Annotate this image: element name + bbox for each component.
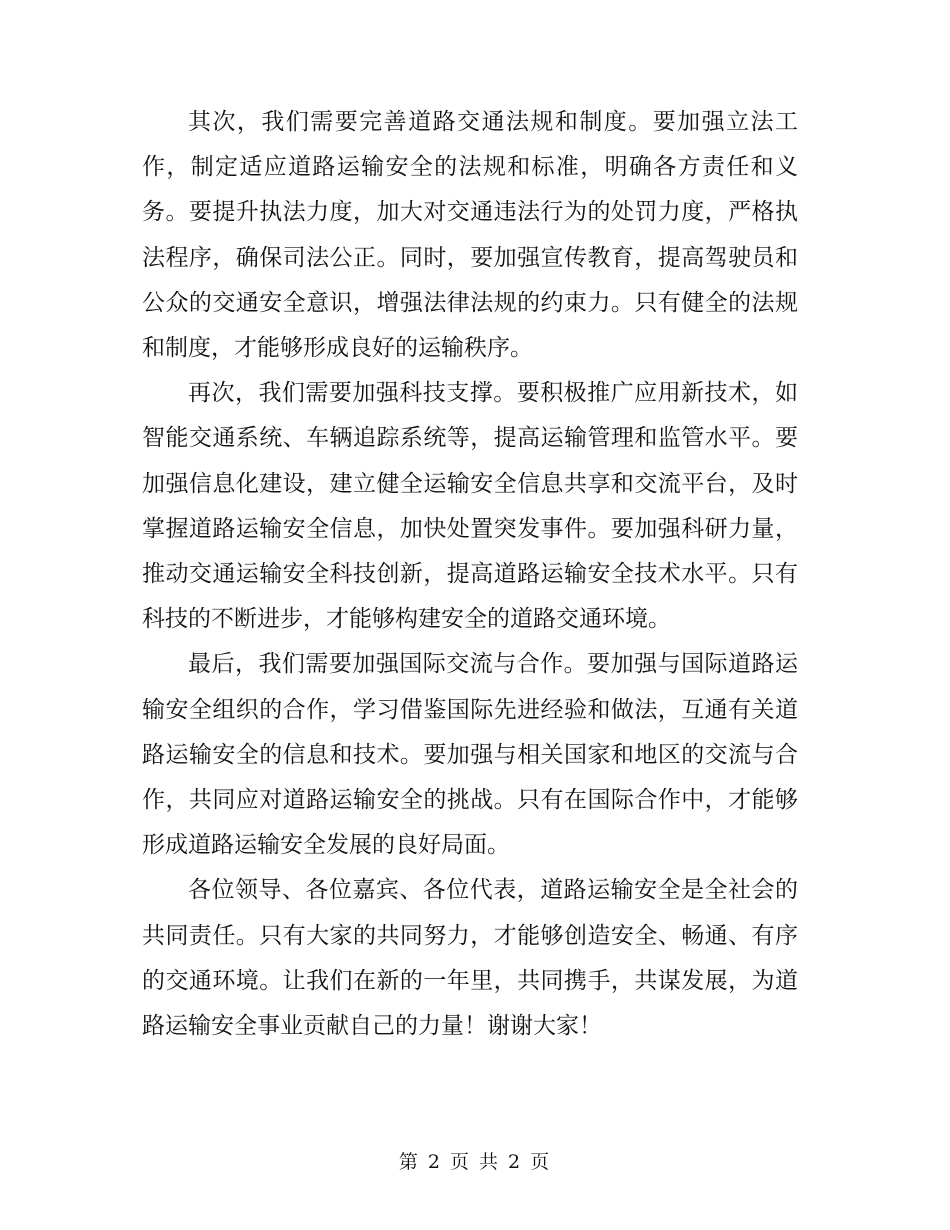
document-body bbox=[142, 100, 798, 1049]
paragraph-legal-system: 其次，我们需要完善道路交通法规和制度。要加强立法工作，制定适应道路运输安全的法规和标准，明确各方责任和义务。要提升执法力度，加大对交通违法行为的处罚力度，严格执法程序，确保司法公正。同时，要加强宣传教育，提高驾驶员和公众的交通安全意识，增强法律法规的约束力。只有健全的法规和制度，才能够形成良好的运输秩序。 bbox=[142, 109, 798, 362]
paragraph-international-cooperation: 最后，我们需要加强国际交流与合作。要加强与国际道路运输安全组织的合作，学习借鉴国际先进经验和做法，互通有关道路运输安全的信息和技术。要加强与相关国家和地区的交流与合作，共同应对道路运输安全的挑战。只有在国际合作中，才能够形成道路运输安全发展的良好局面。 bbox=[142, 651, 798, 859]
paragraph-technology-support: 再次，我们需要加强科技支撑。要积极推广应用新技术，如智能交通系统、车辆追踪系统等，提高运输管理和监管水平。要加强信息化建设，建立健全运输安全信息共享和交流平台，及时掌握道路运输安全信息，加快处置突发事件。要加强科研力量，推动交通运输安全科技创新，提高道路运输安全技术水平。只有科技的不断进步，才能够构建安全的道路交通环境。 bbox=[142, 380, 798, 633]
page-number-footer: 第 2 页 共 2 页 bbox=[398, 1151, 552, 1173]
paragraph-closing-remarks: 各位领导、各位嘉宾、各位代表，道路运输安全是全社会的共同责任。只有大家的共同努力，才能够创造安全、畅通、有序的交通环境。让我们在新的一年里，共同携手，共谋发展，为道路运输安全事业贡献自己的力量！谢谢大家！ bbox=[142, 877, 798, 1040]
